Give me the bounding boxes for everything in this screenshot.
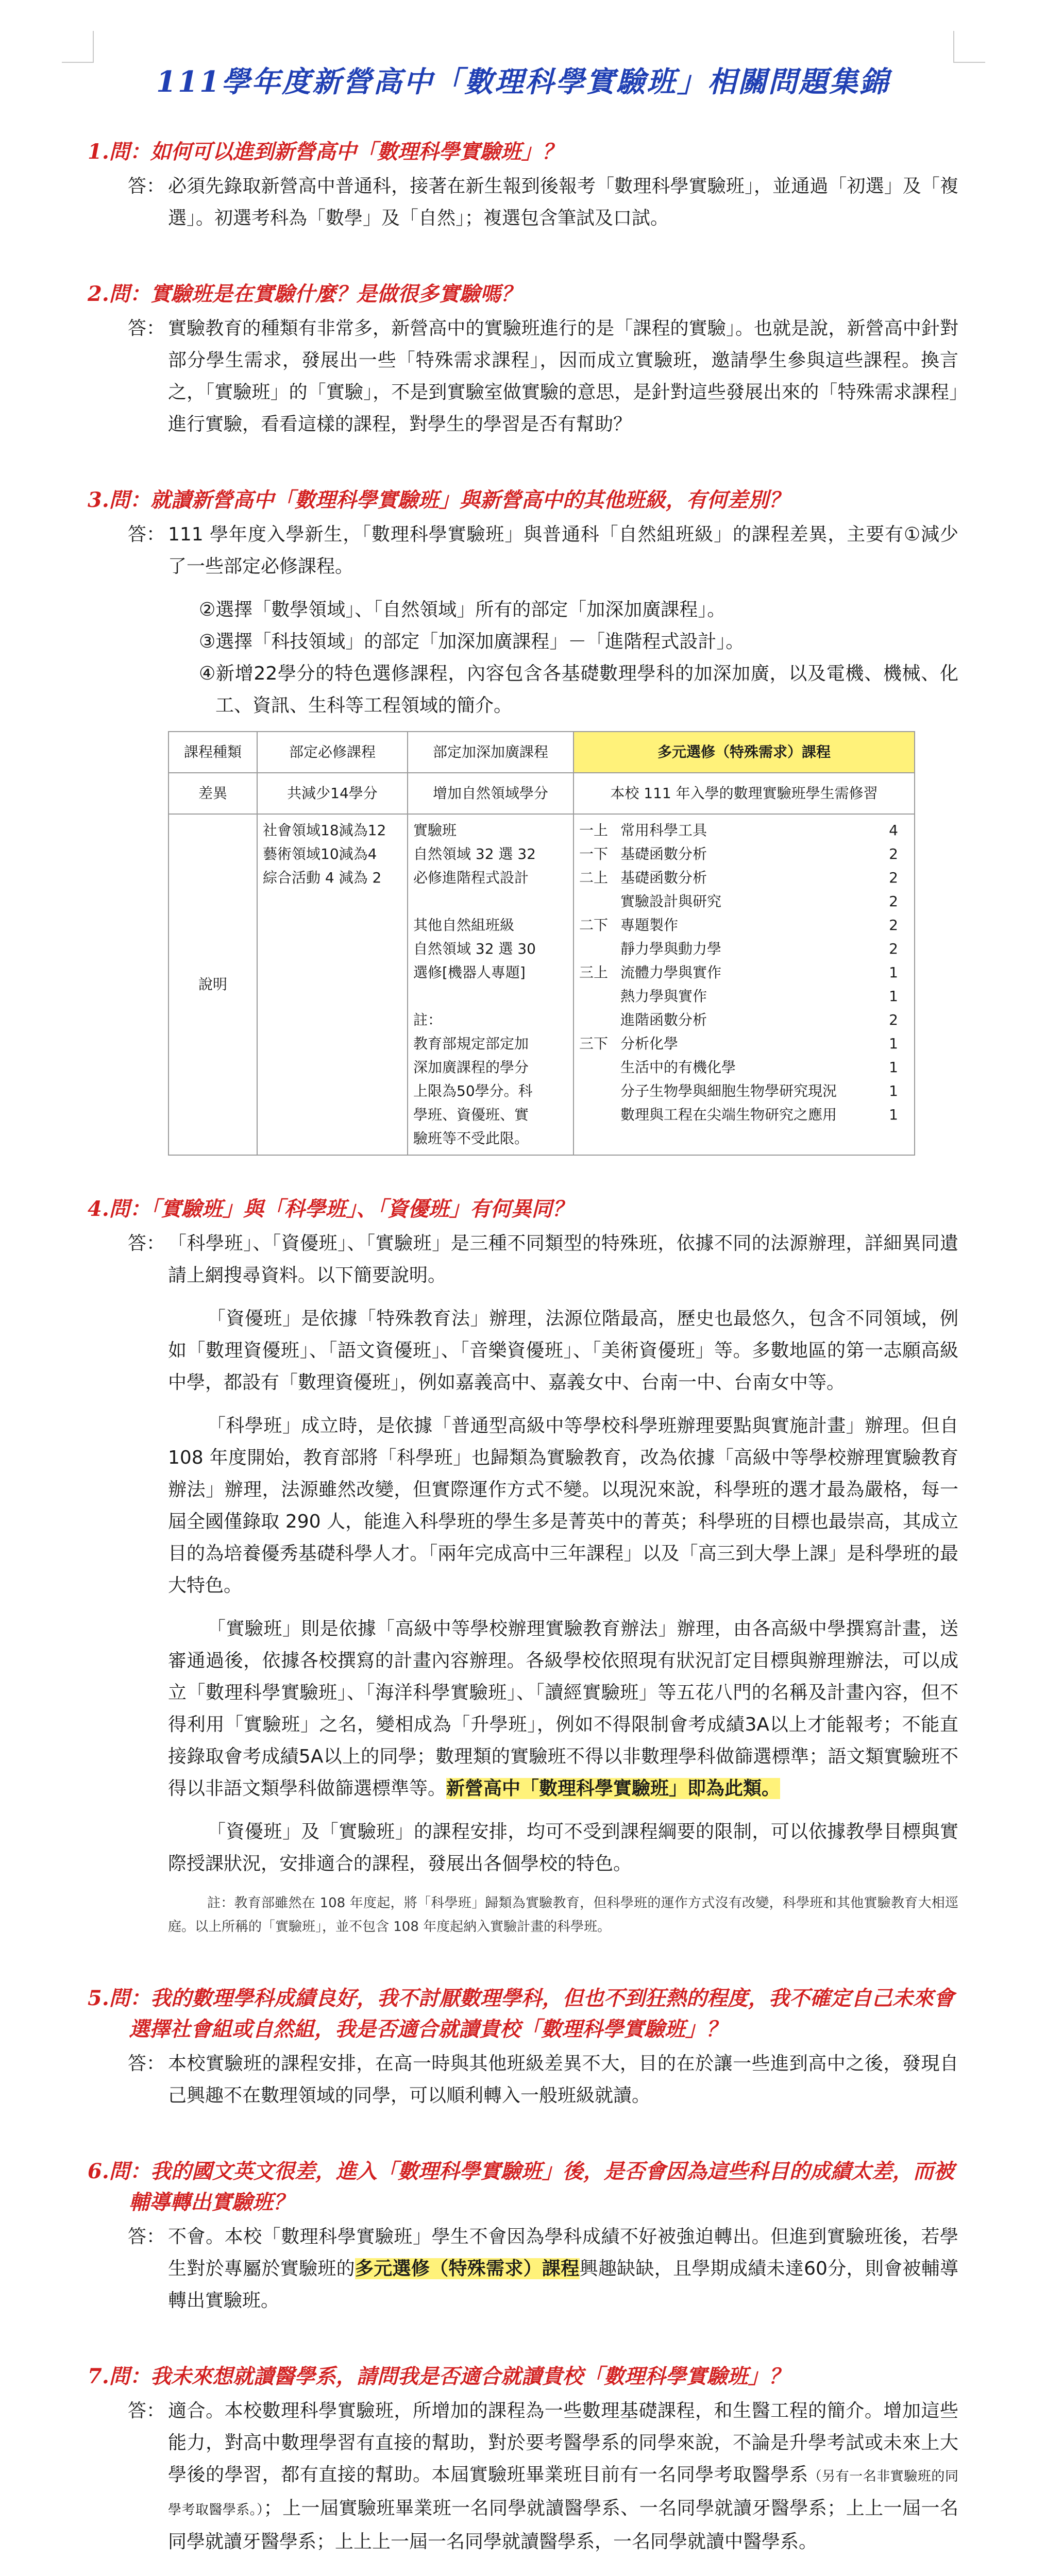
- question-6: 6.問：我的國文英文很差，進入「數理科學實驗班」後，是否會因為這些科目的成績太差，而被輔導轉出實驗班？: [88, 2159, 954, 2214]
- elective-sem: [579, 1008, 620, 1032]
- elective-course-row: [579, 913, 909, 937]
- elective-name: 靜力學與動力學: [620, 940, 722, 957]
- paragraph-text: 適合。本校數理科學實驗班，所增加的課程為一些數理基礎課程，和生醫工程的簡介。增加這些能力，對高中數理學習有直接的幫助，對於要考醫學系的同學來說，不論是升學考試或未來上大學後的學習，都有直接的幫助。本屆實驗班畢業班目前有一名同學考取醫學系: [168, 2400, 958, 2485]
- difference-item-2: ②選擇「數學領域」、「自然領域」所有的部定「加深加廣課程」。: [199, 599, 726, 620]
- answer-label: 答：: [127, 318, 165, 339]
- answer-4-paragraph-1: 「科學班」、「資優班」、「實驗班」是三種不同類型的特殊班，依據不同的法源辦理，詳細異同遺請上網搜尋資料。以下簡要說明。: [168, 1233, 958, 1286]
- table-header-cell: 課程種類: [168, 732, 257, 773]
- answer-4-paragraph-5: 「資優班」及「實驗班」的課程安排，均可不受到課程綱要的限制，可以依據教學目標與實際授課狀況，安排適合的課程，發展出各個學校的特色。: [168, 1821, 958, 1874]
- elective-cr: 1: [889, 1106, 898, 1123]
- advanced-course-cell: [408, 814, 573, 1155]
- elective-course-row: [579, 890, 909, 913]
- elective-sem: 三上: [579, 964, 609, 981]
- answer-1: [88, 171, 958, 246]
- question-1: 1.問：如何可以進到新營高中「數理科學實驗班」？: [88, 140, 563, 164]
- elective-name: 熱力學與實作: [620, 988, 707, 1005]
- table-header-cell: 部定加深加廣課程: [408, 732, 573, 773]
- elective-course-row: [579, 819, 909, 842]
- elective-name: 流體力學與實作: [620, 964, 722, 981]
- corner-mark-top-right: [953, 31, 985, 63]
- answer-4-paragraph-2: 「資優班」是依據「特殊教育法」辦理，法源位階最高，歷史也最悠久，包含不同領域，例如「數理資優班」、「語文資優班」、「音樂資優班」、「美術資優班」等。多數地區的第一志願高級中學，都設有「數理資優班」，例如嘉義高中、嘉義女中、台南一中、台南女中等。: [168, 1308, 958, 1393]
- table-header-row: [168, 732, 915, 773]
- document-page: [88, 59, 958, 2576]
- required-course-cell: [257, 814, 408, 1155]
- qa-item-4: [88, 1194, 958, 1950]
- elective-cr: 1: [889, 1035, 898, 1052]
- elective-course-row: [579, 961, 909, 985]
- elective-cr: 1: [889, 1059, 898, 1076]
- difference-item-4: ④新增22學分的特色選修課程，內容包含各基礎數理學科的加深加廣，以及電機、機械、化工、資訊、生科等工程領域的簡介。: [199, 663, 958, 716]
- document-title: 111學年度新營高中「數理科學實驗班」相關問題集錦: [156, 65, 890, 99]
- elective-course-row: [579, 1056, 909, 1079]
- elective-cr: 2: [889, 845, 898, 862]
- paragraph-text: 不會。本校「數理科學實驗班」學生不會因為學科成績不好被強迫轉出。但進到實驗班後，若學生對於專屬於實驗班的: [168, 2226, 958, 2279]
- qa-item-5: [88, 1983, 958, 2123]
- elective-course-row: [579, 1103, 909, 1127]
- table-header-cell-highlight: 多元選修（特殊需求）課程: [573, 732, 915, 773]
- answer-label: 答：: [127, 2053, 165, 2074]
- elective-sem: [579, 890, 620, 913]
- paragraph-text: 「實驗班」則是依據「高級中等學校辦理實驗教育辦法」辦理，由各高級中學撰寫計畫，送審通過後，依據各校撰寫的計畫內容辦理。各級學校依照現有狀況訂定目標與辦理辦法，可以成立「數理科學實驗班」、「海洋科學實驗班」、「讀經實驗班」等五花八門的名稱及計畫內容，但不得利用「實驗班」之名，變相成為「升學班」，例如不得限制會考成績3A以上才能報考；不能直接錄取會考成績5A以上的同學；數理類的實驗班不得以非數理學科做篩選標準；語文類實驗班不得以非語文類學科做篩選標準等。: [168, 1618, 958, 1799]
- elective-sem: 二下: [579, 917, 609, 934]
- paragraph-text: ；上一屆實驗班畢業班一名同學就讀醫學系、一名同學就讀牙醫學系；上上一屆一名同學就讀牙醫學系；上上上一屆一名同學就讀醫學系，一名同學就讀中醫學系。: [168, 2498, 958, 2552]
- elective-cr: 2: [889, 917, 898, 934]
- elective-cr: 2: [889, 940, 898, 957]
- elective-sem: 二上: [579, 869, 609, 886]
- elective-cr: 4: [889, 822, 898, 839]
- qa-item-7: [88, 2361, 958, 2569]
- elective-sem: 三下: [579, 1035, 609, 1052]
- table-header-cell: 部定必修課程: [257, 732, 408, 773]
- table-line: 上限為50學分。科: [413, 1082, 533, 1099]
- table-line: 自然領域 32 選 30: [413, 940, 536, 957]
- elective-cr: 1: [889, 988, 898, 1005]
- question-3: 3.問：就讀新營高中「數理科學實驗班」與新營高中的其他班級，有何差別？: [88, 488, 789, 512]
- table-row-description: [168, 814, 915, 1155]
- elective-sem: [579, 937, 620, 961]
- table-cell: 增加自然領域學分: [408, 773, 573, 814]
- answer-label: 答：: [127, 2226, 165, 2247]
- table-row-difference: [168, 773, 915, 814]
- question-5: 5.問：我的數理學科成績良好，我不討厭數理學科，但也不到狂熱的程度，我不確定自己未來會選擇社會組或自然組，我是否適合就讀貴校「數理科學實驗班」？: [88, 1986, 954, 2041]
- answer-label: 答：: [127, 176, 165, 197]
- difference-item-3: ③選擇「科技領域」的部定「加深加廣課程」－「進階程式設計」。: [199, 631, 745, 652]
- answer-3: [88, 519, 958, 1161]
- table-line: [413, 890, 568, 913]
- elective-name: 基礎函數分析: [620, 869, 707, 886]
- highlight-text: 多元選修（特殊需求）課程: [355, 2258, 580, 2279]
- table-line: [413, 985, 568, 1008]
- answer-5-text: 本校實驗班的課程安排，在高一時與其他班級差異不大，目的在於讓一些進到高中之後，發現自己興趣不在數理領域的同學，可以順利轉入一般班級就讀。: [168, 2053, 958, 2106]
- elective-sem: [579, 1103, 620, 1127]
- qa-item-2: [88, 279, 958, 452]
- elective-cr: 2: [889, 869, 898, 886]
- elective-course-cell: [573, 814, 915, 1155]
- elective-name: 生活中的有機化學: [620, 1059, 736, 1076]
- qa-item-3: [88, 485, 958, 1161]
- table-line: 驗班等不受此限。: [413, 1130, 529, 1147]
- elective-name: 常用科學工具: [620, 822, 707, 839]
- answer-3-intro: 111 學年度入學新生，「數理科學實驗班」與普通科「自然組班級」的課程差異，主要有①減少了一些部定必修課程。: [168, 524, 958, 577]
- question-2: 2.問：實驗班是在實驗什麼？是做很多實驗嗎？: [88, 282, 521, 306]
- corner-mark-top-left: [62, 31, 94, 63]
- table-line: 自然領域 32 選 32: [413, 845, 536, 862]
- question-7: 7.問：我未來想就讀醫學系，請問我是否適合就讀貴校「數理科學實驗班」？: [88, 2364, 789, 2388]
- table-line: 必修進階程式設計: [413, 869, 529, 886]
- answer-2-text: 實驗教育的種類有非常多，新營高中的實驗班進行的是「課程的實驗」。也就是說，新營高中針對部分學生需求，發展出一些「特殊需求課程」，因而成立實驗班，邀請學生參與這些課程。換言之，「實驗班」的「實驗」，不是到實驗室做實驗的意思，是針對這些發展出來的「特殊需求課程」進行實驗，看看這樣的課程，對學生的學習是否有幫助？: [168, 318, 958, 435]
- question-4: 4.問：「實驗班」與「科學班」、「資優班」有何異同？: [88, 1197, 573, 1221]
- table-cell: 說明: [168, 814, 257, 1155]
- paragraph-text: 興趣缺缺，且學期成績未達60分，則會被輔導轉出實驗班。: [168, 2258, 958, 2311]
- elective-name: 基礎函數分析: [620, 845, 707, 862]
- elective-cr: 1: [889, 964, 898, 981]
- elective-name: 數理與工程在尖端生物研究之應用: [620, 1106, 837, 1123]
- elective-course-row: [579, 985, 909, 1008]
- table-line: 深加廣課程的學分: [413, 1059, 529, 1076]
- answer-4-note: 註：教育部雖然在 108 年度起，將「科學班」歸類為實驗教育，但科學班的運作方式沒有改變，科學班和其他實驗教育大相逕庭。以上所稱的「實驗班」，並不包含 108 年度起納入實驗計畫的科學班。: [168, 1895, 958, 1935]
- elective-name: 分子生物學與細胞生物學研究現況: [620, 1082, 837, 1099]
- elective-sem: [579, 1056, 620, 1079]
- elective-cr: 2: [889, 1011, 898, 1028]
- answer-label: 答：: [127, 2400, 165, 2421]
- elective-course-row: [579, 937, 909, 961]
- difference-list: [168, 594, 958, 722]
- elective-course-row: [579, 842, 909, 866]
- elective-sem: 一下: [579, 845, 609, 862]
- elective-name: 專題製作: [620, 917, 679, 934]
- elective-name: 分析化學: [620, 1035, 679, 1052]
- qa-item-6: [88, 2156, 958, 2328]
- answer-6: [88, 2221, 958, 2328]
- answer-4-paragraph-4: [168, 1613, 958, 1805]
- curriculum-comparison-table: [168, 731, 915, 1156]
- answer-7: [88, 2395, 958, 2569]
- answer-4-paragraph-3: 「科學班」成立時，是依據「普通型高級中等學校科學班辦理要點與實施計畫」辦理。但自 108 年度開始，教育部將「科學班」也歸類為實驗教育，改為依據「高級中等學校辦理實驗教育辦法」辦理，法源雖然改變，但實際運作方式不變。以現況來說，科學班的選才最為嚴格，每一屆全國僅錄取 290 人，能進入科學班的學生多是菁英中的菁英；科學班的目標也最崇高，其成立目的為培養優秀基礎科學人才。「兩年完成高中三年課程」以及「高三到大學上課」是科學班的最大特色。: [168, 1415, 958, 1596]
- table-line: 學班、資優班、實: [413, 1106, 529, 1123]
- answer-6-text: [168, 2221, 958, 2317]
- table-cell: 共減少14學分: [257, 773, 408, 814]
- answer-label: 答：: [127, 524, 165, 545]
- elective-cr: 2: [889, 893, 898, 910]
- elective-course-row: [579, 866, 909, 890]
- elective-name: 進階函數分析: [620, 1011, 707, 1028]
- answer-5: [88, 2048, 958, 2123]
- elective-course-row: [579, 1079, 909, 1103]
- answer-1-text: 必須先錄取新營高中普通科，接著在新生報到後報考「數理科學實驗班」，並通過「初選」及「複選」。初選考科為「數學」及「自然」；複選包含筆試及口試。: [168, 176, 958, 229]
- answer-2: [88, 313, 958, 452]
- table-line: 選修[機器人專題]: [413, 964, 526, 981]
- table-cell: 差異: [168, 773, 257, 814]
- table-line: 註：: [413, 1011, 443, 1028]
- highlight-text: 新營高中「數理科學實驗班」即為此類。: [446, 1778, 781, 1799]
- elective-sem: [579, 985, 620, 1008]
- elective-course-row: [579, 1032, 909, 1056]
- table-line: 實驗班: [413, 822, 457, 839]
- answer-label: 答：: [127, 1233, 165, 1254]
- answer-4: [88, 1228, 958, 1950]
- table-line: 教育部規定部定加: [413, 1035, 529, 1052]
- qa-item-1: [88, 137, 958, 246]
- table-line: 藝術領域10減為4: [263, 845, 377, 862]
- table-cell: 本校 111 年入學的數理實驗班學生需修習: [573, 773, 915, 814]
- answer-7-text: [168, 2395, 958, 2558]
- small-note-text: （另有一名非實驗班的同學考取醫學系。）: [168, 2469, 958, 2518]
- elective-sem: [579, 1079, 620, 1103]
- elective-sem: 一上: [579, 822, 609, 839]
- elective-name: 實驗設計與研究: [620, 893, 722, 910]
- table-line: 社會領域18減為12: [263, 822, 386, 839]
- elective-cr: 1: [889, 1082, 898, 1099]
- elective-course-row: [579, 1008, 909, 1032]
- table-line: 綜合活動 4 減為 2: [263, 869, 382, 886]
- table-line: 其他自然組班級: [413, 917, 515, 934]
